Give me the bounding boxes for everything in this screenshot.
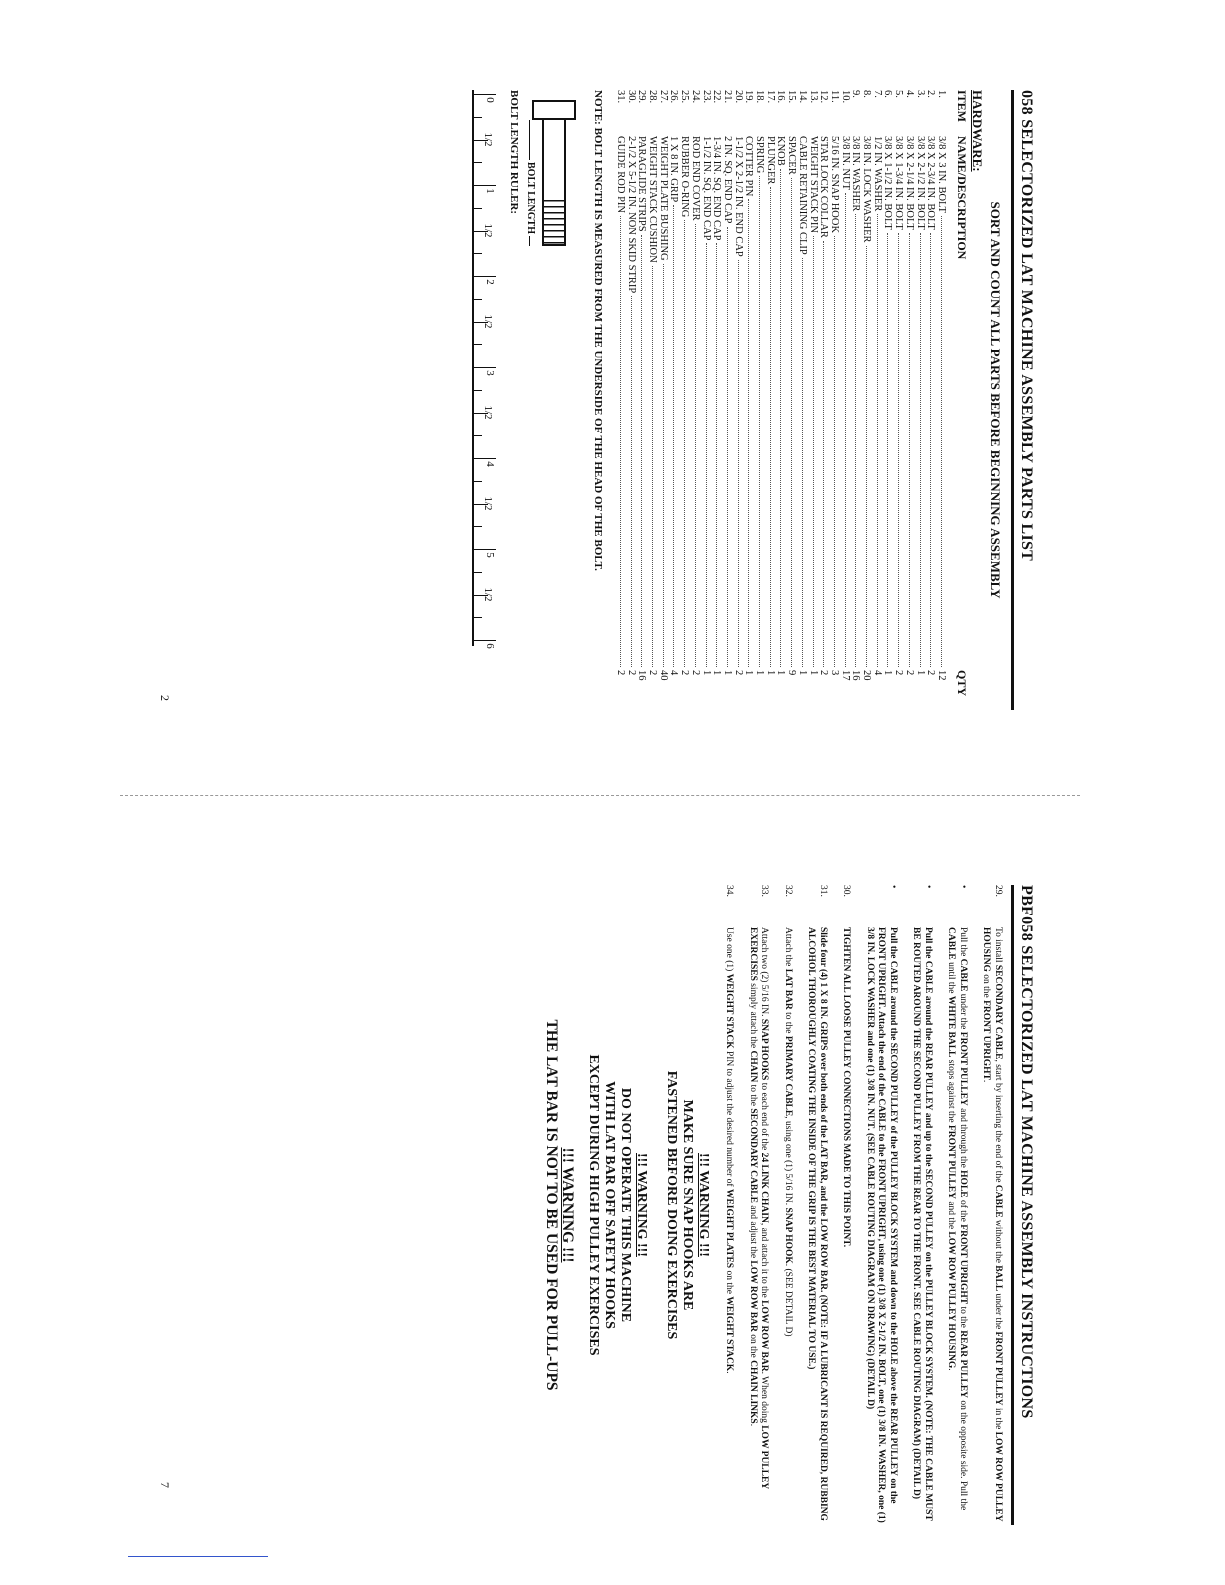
- item-description: PARAGLIDE STRIPS: [636, 136, 648, 232]
- step-text: TIGHTEN ALL LOOSE PULLEY CONNECTIONS MADE TO THIS POINT.: [841, 927, 852, 1248]
- item-description: COTTER PIN: [743, 136, 755, 197]
- item-number: 22.: [711, 90, 723, 104]
- ruler-tick: [474, 344, 482, 345]
- item-number: 13.: [807, 90, 819, 104]
- hardware-label: HARDWARE:: [970, 90, 985, 172]
- table-row: [796, 90, 807, 710]
- item-description: 3/8 X 1-1/2 IN. BOLT: [882, 136, 894, 230]
- item-quantity: 1: [721, 670, 733, 676]
- leader-dots: [706, 243, 707, 667]
- item-quantity: 16: [636, 670, 648, 681]
- ruler-number: 1/2: [482, 314, 495, 329]
- leader-dots: [684, 220, 685, 667]
- table-row: [807, 90, 818, 710]
- leader-dots: [652, 266, 653, 667]
- item-description: 1-1/2 IN. SQ. END CAP: [700, 136, 712, 241]
- warning-1-line-2: FASTENED BEFORE DOING EXERCISES: [664, 1070, 679, 1340]
- item-number: 11.: [828, 90, 840, 103]
- item-quantity: 2: [614, 670, 626, 676]
- item-quantity: 1: [807, 670, 819, 676]
- item-quantity: 2: [689, 670, 701, 676]
- item-description: 3/8 IN. WASHER: [850, 136, 862, 212]
- ruler-tick: [474, 640, 496, 641]
- step-text: Attach the LAT BAR to the PRIMARY CABLE, using one (1) 5/16 IN. SNAP HOOK. (SEE DETAIL D): [783, 927, 793, 1337]
- ruler-tick: [474, 162, 482, 163]
- item-description: WEIGHT STACK PIN: [807, 136, 819, 233]
- item-description: ROD END COVER: [689, 136, 701, 221]
- step-text: To install SECONDARY CABLE, start by inserting the end of the CABLE without the BALL under the FRONT PULLEY in the LOW ROW PULLEY HOUSING on the FRONT UPRIGHT.: [981, 927, 1003, 1522]
- item-description: 2 IN. SQ. END CAP: [721, 136, 733, 224]
- step-marker: 34.: [724, 885, 735, 897]
- item-description: KNOB: [775, 136, 787, 166]
- item-number: 30.: [625, 90, 637, 104]
- warning-2-line-2: WITH LAT BAR OFF SAFETY HOOKS: [602, 1081, 617, 1329]
- item-quantity: 40: [657, 670, 669, 681]
- leader-dots: [887, 233, 888, 667]
- table-row: [678, 90, 689, 710]
- ruler-number: 1: [484, 188, 497, 194]
- item-quantity: 16: [850, 670, 862, 681]
- leader-dots: [834, 236, 835, 667]
- warning-2: [585, 885, 649, 1525]
- item-quantity: 1: [743, 670, 755, 676]
- ruler-number: 1/2: [482, 405, 495, 420]
- warning-1: [663, 885, 711, 1525]
- ruler-tick: [474, 572, 482, 573]
- leader-dots: [909, 233, 910, 667]
- item-quantity: 1: [754, 670, 766, 676]
- table-row: [614, 90, 625, 710]
- ruler-tick: [474, 549, 496, 550]
- instruction-step: [805, 885, 828, 1525]
- item-number: 29.: [636, 90, 648, 104]
- instruction-step: [980, 885, 1003, 1525]
- page-number-left: 2: [158, 695, 172, 701]
- step-text: Attach two (2) 5/16 IN. SNAP HOOKS to each end of the 24 LINK CHAIN, and attach it to the LOW ROW BAR. When doing LOW PULLEY EXERCISES simply attach the CHAIN to the SECONDARY CABLE and adjust the LOW ROW BAR on the CHAIN LINKS.: [748, 927, 770, 1489]
- item-number: 9.: [850, 90, 862, 98]
- table-row: [903, 90, 914, 710]
- step-marker: 29.: [993, 885, 1003, 897]
- ruler-tick: [474, 435, 482, 436]
- ruler-label: BOLT LENGTH RULER:: [508, 90, 521, 215]
- item-number: 2.: [925, 90, 937, 98]
- item-description: 3/8 X 2-3/4 IN. BOLT: [925, 136, 937, 230]
- item-number: 14.: [796, 90, 808, 104]
- ruler-tick: [474, 481, 482, 482]
- leader-dots: [780, 169, 781, 667]
- item-number: 7.: [871, 90, 883, 98]
- instruction-step: [945, 885, 968, 1525]
- leader-dots: [759, 176, 760, 667]
- ruler-tick: [474, 94, 496, 95]
- item-description: SPACER: [786, 136, 798, 175]
- item-number: 26.: [668, 90, 680, 104]
- leader-dots: [620, 216, 621, 667]
- leader-dots: [866, 246, 867, 667]
- leader-dots: [802, 258, 803, 667]
- item-quantity: 4: [668, 670, 680, 676]
- table-row: [892, 90, 903, 710]
- table-row: [689, 90, 700, 710]
- instruction-step: [723, 885, 735, 1525]
- item-description: SPRING: [754, 136, 766, 174]
- warning-1-line-1: MAKE SURE SNAP HOOKS ARE: [680, 1099, 695, 1311]
- item-number: 12.: [818, 90, 830, 104]
- table-row: [828, 90, 839, 710]
- item-description: WEIGHT PLATE BUSHING: [657, 136, 669, 261]
- step-marker: 32.: [783, 885, 793, 897]
- ruler-number: 1/2: [482, 223, 495, 238]
- item-description: 1 X 8 IN. GRIP: [668, 136, 680, 203]
- item-quantity: 12: [936, 670, 947, 681]
- table-row: [925, 90, 936, 710]
- item-number: 5.: [893, 90, 905, 98]
- ruler-number: 1/2: [482, 496, 495, 511]
- ruler-tick: [474, 299, 482, 300]
- leader-dots: [663, 264, 664, 667]
- item-quantity: 2: [893, 670, 905, 676]
- warning-3: [543, 885, 575, 1525]
- item-quantity: 2: [647, 670, 659, 676]
- item-number: 17.: [764, 90, 776, 104]
- item-description: 1-3/4 IN. SQ. END CAP: [711, 136, 723, 241]
- bolt-thread-icon: [542, 200, 566, 246]
- leader-dots: [641, 235, 642, 667]
- leader-dots: [823, 241, 824, 667]
- table-row: [764, 90, 775, 710]
- ruler-number: 6: [484, 643, 497, 649]
- table-row: [935, 90, 946, 710]
- item-quantity: 2: [903, 670, 915, 676]
- parts-list-page: [185, 90, 1035, 710]
- table-row: [775, 90, 786, 710]
- table-row: [753, 90, 764, 710]
- table-row: [818, 90, 829, 710]
- item-description: WEIGHT STACK CUSHION: [647, 136, 659, 263]
- leader-dots: [813, 236, 814, 667]
- bolt-length-note: NOTE: BOLT LENGTH IS MEASURED FROM THE UNDERSIDE OF THE HEAD OF THE BOLT.: [592, 90, 605, 571]
- ruler-tick: [474, 458, 496, 459]
- item-number: 20.: [732, 90, 744, 104]
- item-number: 16.: [775, 90, 787, 104]
- ruler-number: 2: [484, 279, 497, 285]
- step-marker: •: [958, 885, 968, 889]
- item-number: 24.: [689, 90, 701, 104]
- item-description: 3/8 X 2-1/4 IN. BOLT: [903, 136, 915, 230]
- warning-3-line-1: THE LAT BAR IS NOT TO BE USED FOR PULL-UPS: [543, 1019, 560, 1391]
- item-quantity: 1: [914, 670, 926, 676]
- instruction-step: [782, 885, 794, 1525]
- item-description: 3/8 IN. NUT: [839, 136, 851, 190]
- item-description: PLUNGER: [764, 136, 776, 185]
- instruction-step: [747, 885, 770, 1525]
- step-text: Pull the CABLE around the REAR PULLEY and up to the SECOND PULLEY on the PULLEY BLOCK SYSTEM. (NOTE: THE CABLE MUST BE ROUTED AROUND THE SECOND PULLEY FROM THE REAR TO THE FRONT. SEE CABLE ROUTING DIAGRAM) (DETAIL D): [911, 927, 933, 1521]
- item-description: 2-1/2 X 5-1/2 IN. NON SKID STRIP: [625, 136, 637, 294]
- step-text: Slide four (4) 1 X 8 IN. GRIPS over both ends of the LAT BAR, and the LOW ROW BAR. (NOTE: IF A LUBRICANT IS REQUIRED, RUBBING ALCOHOL THOROUGHLY COATING THE INSIDE OF THE GRIP IS THE BEST MATERIAL TO USE.): [806, 927, 828, 1521]
- ruler-number: 3: [484, 370, 497, 376]
- item-description: 3/8 X 1-3/4 IN. BOLT: [893, 136, 905, 230]
- item-description: 3/8 IN. LOCK WASHER: [861, 136, 873, 243]
- item-number: 6.: [882, 90, 894, 98]
- item-number: 31.: [614, 90, 626, 104]
- item-number: 18.: [754, 90, 766, 104]
- instructions-title: PBF058 SELECTORIZED LAT MACHINE ASSEMBLY INSTRUCTIONS: [1011, 885, 1035, 1525]
- item-number: 25.: [679, 90, 691, 104]
- leader-dots: [855, 214, 856, 667]
- leader-dots: [877, 214, 878, 667]
- table-row: [850, 90, 861, 710]
- item-number: 3.: [914, 90, 926, 98]
- ruler-tick: [474, 117, 482, 118]
- table-row: [732, 90, 743, 710]
- ruler-number: 1/2: [482, 587, 495, 602]
- leader-dots: [695, 224, 696, 667]
- ruler-tick: [474, 185, 496, 186]
- table-row: [636, 90, 647, 710]
- ruler-tick: [474, 253, 482, 254]
- item-number: 10.: [839, 90, 851, 104]
- scan-edge-mark: [128, 1556, 268, 1557]
- item-quantity: 4: [871, 670, 883, 676]
- table-row: [785, 90, 796, 710]
- parts-list-title: 058 SELECTORIZED LAT MACHINE ASSEMBLY PARTS LIST: [1011, 90, 1035, 710]
- table-row: [882, 90, 893, 710]
- ruler-tick: [474, 208, 482, 209]
- ruler-number: 4: [484, 461, 497, 467]
- parts-column-headers: [954, 90, 969, 710]
- step-marker: 31.: [818, 885, 828, 897]
- warning-2-line-1: DO NOT OPERATE THIS MACHINE: [618, 1087, 633, 1323]
- instruction-step: [910, 885, 933, 1525]
- item-description: 1-1/2 X 2-1/2 IN. END CAP: [732, 136, 744, 257]
- item-number: 21.: [721, 90, 733, 104]
- bolt-length-label: BOLT LENGTH: [525, 162, 537, 234]
- item-number: 8.: [861, 90, 873, 98]
- page-number-right: 7: [158, 1482, 172, 1488]
- item-number: 15.: [786, 90, 798, 104]
- item-quantity: 2: [925, 670, 937, 676]
- item-quantity: 1: [796, 670, 808, 676]
- parts-list-subtitle: SORT AND COUNT ALL PARTS BEFORE BEGINNING ASSEMBLY: [988, 201, 1003, 599]
- leader-dots: [845, 193, 846, 667]
- ruler-number: 0: [484, 97, 497, 103]
- item-quantity: 2: [625, 670, 637, 676]
- table-row: [700, 90, 711, 710]
- item-quantity: 2: [679, 670, 691, 676]
- item-number: 19.: [743, 90, 755, 104]
- item-quantity: 3: [828, 670, 840, 676]
- table-row: [646, 90, 657, 710]
- parts-table: [614, 90, 946, 710]
- leader-dots: [920, 233, 921, 667]
- leader-dots: [748, 199, 749, 667]
- item-quantity: 17: [839, 670, 851, 681]
- item-description: CABLE RETAINING CLIP: [796, 136, 808, 255]
- leader-dots: [673, 205, 674, 667]
- instruction-step: [840, 885, 852, 1525]
- ruler-tick: [474, 617, 482, 618]
- item-number: 1.: [936, 90, 947, 98]
- warning-2-title: !!! WARNING !!!: [634, 1153, 649, 1257]
- item-description: 3/8 X 2-1/2 IN. BOLT: [914, 136, 926, 230]
- item-number: 27.: [657, 90, 669, 104]
- leader-dots: [716, 243, 717, 667]
- bolt-diagram: [466, 90, 586, 710]
- item-number: 4.: [903, 90, 915, 98]
- fold-line: [120, 795, 1080, 796]
- table-row: [625, 90, 636, 710]
- table-row: [668, 90, 679, 710]
- ruler-number: 5: [484, 552, 497, 558]
- table-row: [743, 90, 754, 710]
- step-marker: •: [888, 885, 898, 889]
- step-text: Use one (1) WEIGHT STACK PIN to adjust the desired number of WEIGHT PLATES on the WEIGHT STACK.: [724, 927, 735, 1374]
- leader-dots: [941, 216, 942, 667]
- item-quantity: 1: [764, 670, 776, 676]
- col-item-header: ITEM: [955, 90, 969, 123]
- table-row: [711, 90, 722, 710]
- ruler-number: 1/2: [482, 132, 495, 147]
- ruler-tick: [474, 526, 482, 527]
- step-marker: 30.: [841, 885, 852, 897]
- warning-3-title: !!! WARNING !!!: [559, 1147, 576, 1263]
- ruler-tick: [474, 276, 496, 277]
- item-description: 3/8 X 3 IN. BOLT: [936, 136, 947, 213]
- table-row: [721, 90, 732, 710]
- col-name-header: NAME/DESCRIPTION: [955, 136, 969, 260]
- item-quantity: 2: [818, 670, 830, 676]
- table-row: [914, 90, 925, 710]
- leader-dots: [770, 187, 771, 667]
- step-marker: •: [923, 885, 933, 889]
- item-quantity: 1: [700, 670, 712, 676]
- item-number: 23.: [700, 90, 712, 104]
- bolt-length-ruler: [472, 90, 497, 649]
- leader-dots: [930, 233, 931, 667]
- step-text: Pull the CABLE around the SECOND PULLEY of the PULLEY BLOCK SYSTEM and down to the HOLE above the REAR PULLEY on the FRONT UPRIGHT. Attach the end of the CABLE to the FRONT UPRIGHT, using one (1) 3/8 X 2-1/2 IN. BOLT, one (1) 3/8 IN. WASHER, one (1) 3/8 IN. LOCK WASHER and one (1) 3/8 IN. NUT. (SEE CABLE ROUTING DIAGRAM ON DRAWING) (DETAIL D): [865, 927, 898, 1523]
- table-row: [871, 90, 882, 710]
- instructions-page: [185, 885, 1035, 1525]
- item-quantity: 20: [861, 670, 873, 681]
- item-quantity: 2: [732, 670, 744, 676]
- item-quantity: 9: [786, 670, 798, 676]
- item-description: GUIDE ROD PIN: [614, 136, 626, 213]
- leader-dots: [631, 296, 632, 667]
- ruler-tick: [474, 390, 482, 391]
- item-quantity: 1: [711, 670, 723, 676]
- instruction-steps: [723, 885, 1003, 1525]
- item-description: 5/16 IN. SNAP HOOK: [828, 136, 840, 234]
- leader-dots: [791, 178, 792, 667]
- step-text: Pull the CABLE under the FRONT PULLEY and through the HOLE of the FRONT UPRIGHT to the REAR PULLEY on the opposite side. Pull the CABLE until the WHITE BALL stops against the FRONT PULLEY and the LOW ROW PULLEY HOUSING.: [946, 927, 968, 1511]
- table-row: [839, 90, 850, 710]
- item-description: 1/2 IN. WASHER: [871, 136, 883, 212]
- item-description: RUBBER O-RING: [679, 136, 691, 218]
- leader-dots: [898, 233, 899, 667]
- item-quantity: 1: [775, 670, 787, 676]
- item-description: STAR LOCK COLLAR: [818, 136, 830, 238]
- item-quantity: 1: [882, 670, 894, 676]
- item-number: 28.: [647, 90, 659, 104]
- table-row: [657, 90, 668, 710]
- table-row: [860, 90, 871, 710]
- ruler-tick: [474, 367, 496, 368]
- leader-dots: [738, 260, 739, 667]
- bolt-head-icon: [532, 100, 576, 120]
- instruction-step: [864, 885, 899, 1525]
- leader-dots: [727, 227, 728, 667]
- warning-1-title: !!! WARNING !!!: [696, 1153, 711, 1257]
- step-marker: 33.: [759, 885, 770, 897]
- warning-2-line-3: EXCEPT DURING HIGH PULLEY EXERCISES: [586, 1054, 601, 1356]
- col-qty-header: QTY: [955, 670, 969, 697]
